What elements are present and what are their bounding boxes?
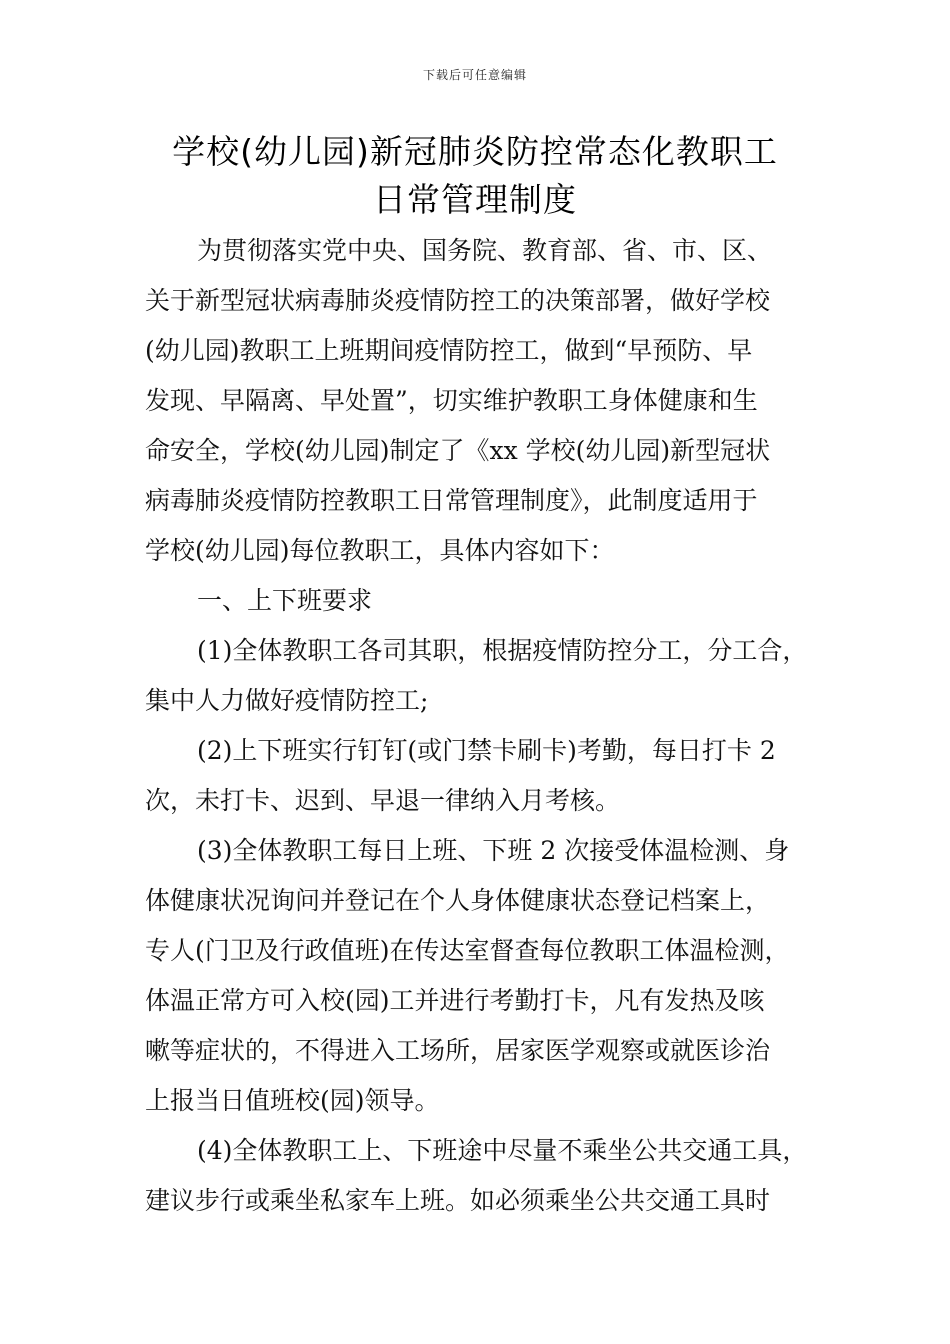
document-title-line-1: 学校(幼儿园)新冠肺炎防控常态化教职工 — [172, 132, 778, 171]
body-line-12: 次，未打卡、迟到、早退一律纳入月考核。 — [145, 786, 621, 815]
body-line-18: 上报当日值班校(园)领导。 — [145, 1086, 440, 1115]
body-line-14: 体健康状况询问并登记在个人身体健康状态登记档案上， — [145, 886, 771, 915]
body-line-9: (1)全体教职工各司其职，根据疫情防控分工，分工合， — [197, 636, 808, 665]
body-line-1: 为贯彻落实党中央、国务院、教育部、省、市、区、 — [197, 236, 773, 265]
section-heading: 一、上下班要求 — [197, 586, 373, 615]
body-line-15: 专人(门卫及行政值班)在传达室督查每位教职工体温检测， — [145, 936, 790, 965]
body-line-13: (3)全体教职工每日上班、下班 2 次接受体温检测、身 — [197, 836, 790, 865]
header-note: 下载后可任意编辑 — [422, 68, 527, 82]
body-line-2: 关于新型冠状病毒肺炎疫情防控工的决策部署，做好学校 — [145, 286, 771, 315]
body-line-10: 集中人力做好疫情防控工; — [145, 686, 429, 715]
body-line-4: 发现、早隔离、早处置”，切实维护教职工身体健康和生 — [145, 386, 758, 415]
body-line-20: 建议步行或乘坐私家车上班。如必须乘坐公共交通工具时 — [145, 1186, 771, 1215]
body-line-3: (幼儿园)教职工上班期间疫情防控工，做到“早预防、早 — [145, 336, 753, 365]
body-line-19: (4)全体教职工上、下班途中尽量不乘坐公共交通工具， — [197, 1136, 808, 1165]
body-line-11: (2)上下班实行钉钉(或门禁卡刷卡)考勤，每日打卡 2 — [197, 736, 776, 765]
body-line-17: 嗽等症状的，不得进入工场所，居家医学观察或就医诊治 — [145, 1036, 771, 1065]
body-line-7: 学校(幼儿园)每位教职工，具体内容如下： — [145, 536, 615, 565]
body-line-5: 命安全，学校(幼儿园)制定了《xx 学校(幼儿园)新型冠状 — [145, 436, 771, 465]
body-line-16: 体温正常方可入校(园)工并进行考勤打卡，凡有发热及咳 — [145, 986, 765, 1015]
document-title-line-2: 日常管理制度 — [373, 180, 577, 219]
body-line-6: 病毒肺炎疫情防控教职工日常管理制度》，此制度适用于 — [145, 486, 758, 515]
